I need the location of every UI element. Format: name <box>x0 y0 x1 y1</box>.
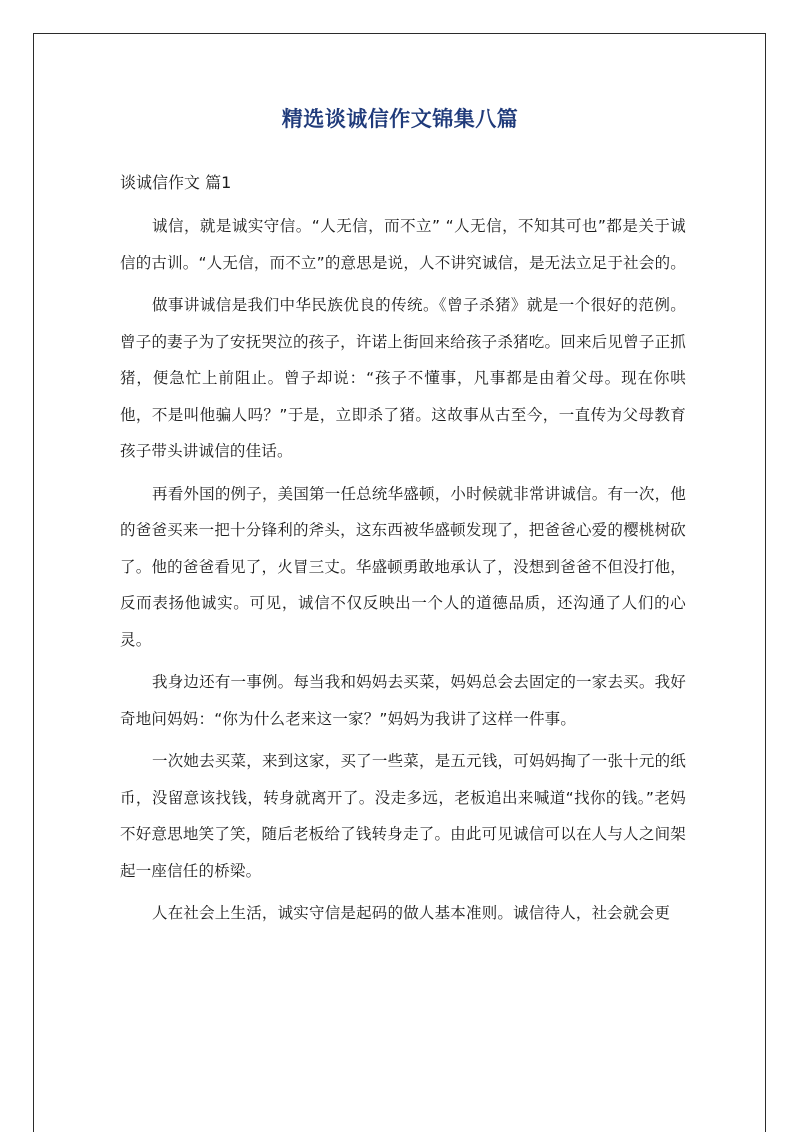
paragraph-6: 人在社会上生活，诚实守信是起码的做人基本准则。诚信待人，社会就会更 <box>152 904 671 922</box>
paragraph-3: 再看外国的例子，美国第一任总统华盛顿，小时候就非常讲诚信。有一次，他的爸爸买来一把十分锋利的斧头，这东西被华盛顿发现了，把爸爸心爱的樱桃树砍了。他的爸爸看见了，火冒三丈。华盛顿勇敢地承认了，没想到爸爸不但没打他，反而表扬他诚实。可见，诚信不仅反映出一个人的道德品质，还沟通了人们的心灵。 <box>120 484 686 649</box>
essay-body <box>120 208 686 938</box>
paragraph-5: 一次她去买菜，来到这家，买了一些菜，是五元钱，可妈妈掏了一张十元的纸币，没留意该找钱，转身就离开了。没走多远，老板追出来喊道“找你的钱。”老妈不好意思地笑了笑，随后老板给了钱转身走了。由此可见诚信可以在人与人之间架起一座信任的桥梁。 <box>120 752 686 880</box>
document-title: 精选谈诚信作文锦集八篇 <box>281 107 519 131</box>
paragraph-4: 我身边还有一事例。每当我和妈妈去买菜，妈妈总会去固定的一家去买。我好奇地问妈妈：“你为什么老来这一家？”妈妈为我讲了这样一件事。 <box>120 673 686 728</box>
section-heading: 谈诚信作文 篇1 <box>120 173 232 192</box>
paragraph-2: 做事讲诚信是我们中华民族优良的传统。《曾子杀猪》就是一个很好的范例。曾子的妻子为了安抚哭泣的孩子，许诺上街回来给孩子杀猪吃。回来后见曾子正抓猪，便急忙上前阻止。曾子却说：“孩子不懂事，凡事都是由着父母。现在你哄他，不是叫他骗人吗？”于是，立即杀了猪。这故事从古至今，一直传为父母教育孩子带头讲诚信的佳话。 <box>120 296 686 460</box>
paragraph-1: 诚信，就是诚实守信。“人无信，而不立” “人无信，不知其可也”都是关于诚信的古训。“人无信，而不立”的意思是说，人不讲究诚信，是无法立足于社会的。 <box>120 217 686 272</box>
